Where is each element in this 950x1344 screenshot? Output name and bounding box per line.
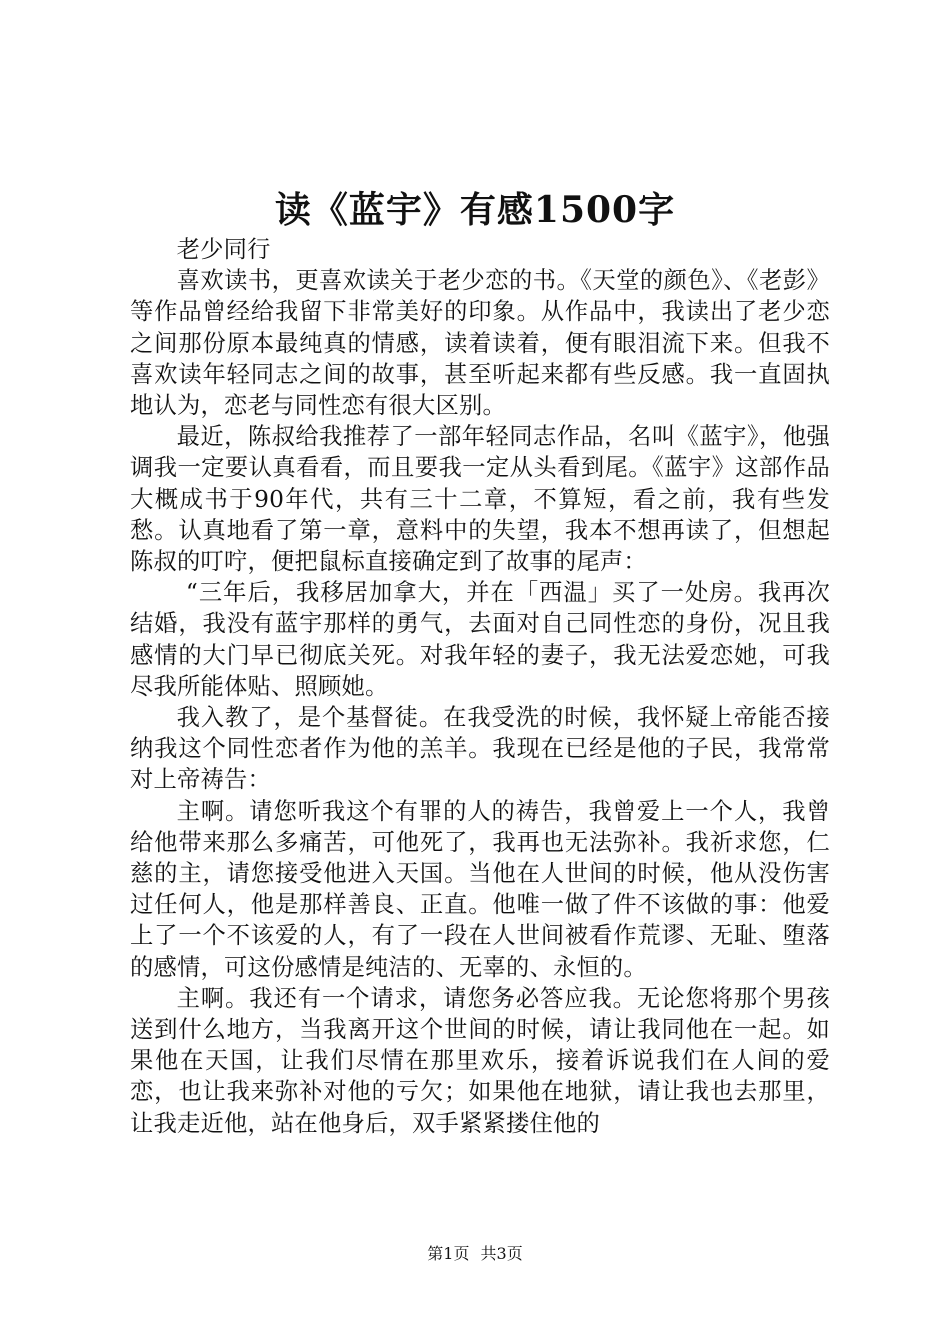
paragraph-quote: “三年后，我移居加拿大，并在「西温」买了一处房。我再次结婚，我没有蓝宇那样的勇气，去面对自己同性恋的身份，况且我感情的大门早已彻底关死。对我年轻的妻子，我无法爱恋她，可我尽我所能体贴、照顾她。 bbox=[130, 579, 830, 700]
page-number: 第1页 bbox=[427, 1244, 470, 1263]
paragraph: 最近，陈叔给我推荐了一部年轻同志作品，名叫《蓝宇》，他强调我一定要认真看看，而且要我一定从头看到尾。《蓝宇》这部作品大概成书于90年代，共有三十二章，不算短，看之前，我有些发愁。认真地看了第一章，意料中的失望，我本不想再读了，但想起陈叔的叮咛，便把鼠标直接确定到了故事的尾声： bbox=[130, 423, 830, 576]
page-total: 共3页 bbox=[480, 1244, 523, 1263]
page-footer bbox=[0, 1243, 950, 1265]
paragraph: 喜欢读书，更喜欢读关于老少恋的书。《天堂的颜色》、《老彭》等作品曾经给我留下非常美好的印象。从作品中，我读出了老少恋之间那份原本最纯真的情感，读着读着，便有眼泪流下来。但我不喜欢读年轻同志之间的故事，甚至听起来都有些反感。我一直固执地认为，恋老与同性恋有很大区别。 bbox=[130, 267, 830, 420]
paragraph: 我入教了，是个基督徒。在我受洗的时候，我怀疑上帝能否接纳我这个同性恋者作为他的羔羊。我现在已经是他的子民，我常常对上帝祷告： bbox=[130, 704, 830, 794]
paragraph: 主啊。我还有一个请求，请您务必答应我。无论您将那个男孩送到什么地方，当我离开这个世间的时候，请让我同他在一起。如果他在天国，让我们尽情在那里欢乐，接着诉说我们在人间的爱恋，也让我来弥补对他的亏欠；如果他在地狱，请让我也去那里，让我走近他，站在他身后，双手紧紧搂住他的 bbox=[130, 984, 830, 1137]
paragraph-author: 老少同行 bbox=[176, 236, 271, 263]
document-title: 读《蓝宇》有感1500字 bbox=[274, 189, 676, 231]
document-body bbox=[130, 234, 830, 1139]
paragraph: 主啊。请您听我这个有罪的人的祷告，我曾爱上一个人，我曾给他带来那么多痛苦，可他死了，我再也无法弥补。我祈求您，仁慈的主，请您接受他进入天国。当他在人世间的时候，他从没伤害过任何人，他是那样善良、正直。他唯一做了件不该做的事：他爱上了一个不该爱的人，有了一段在人世间被看作荒谬、无耻、堕落的感情，可这份感情是纯洁的、无辜的、永恒的。 bbox=[130, 797, 830, 981]
